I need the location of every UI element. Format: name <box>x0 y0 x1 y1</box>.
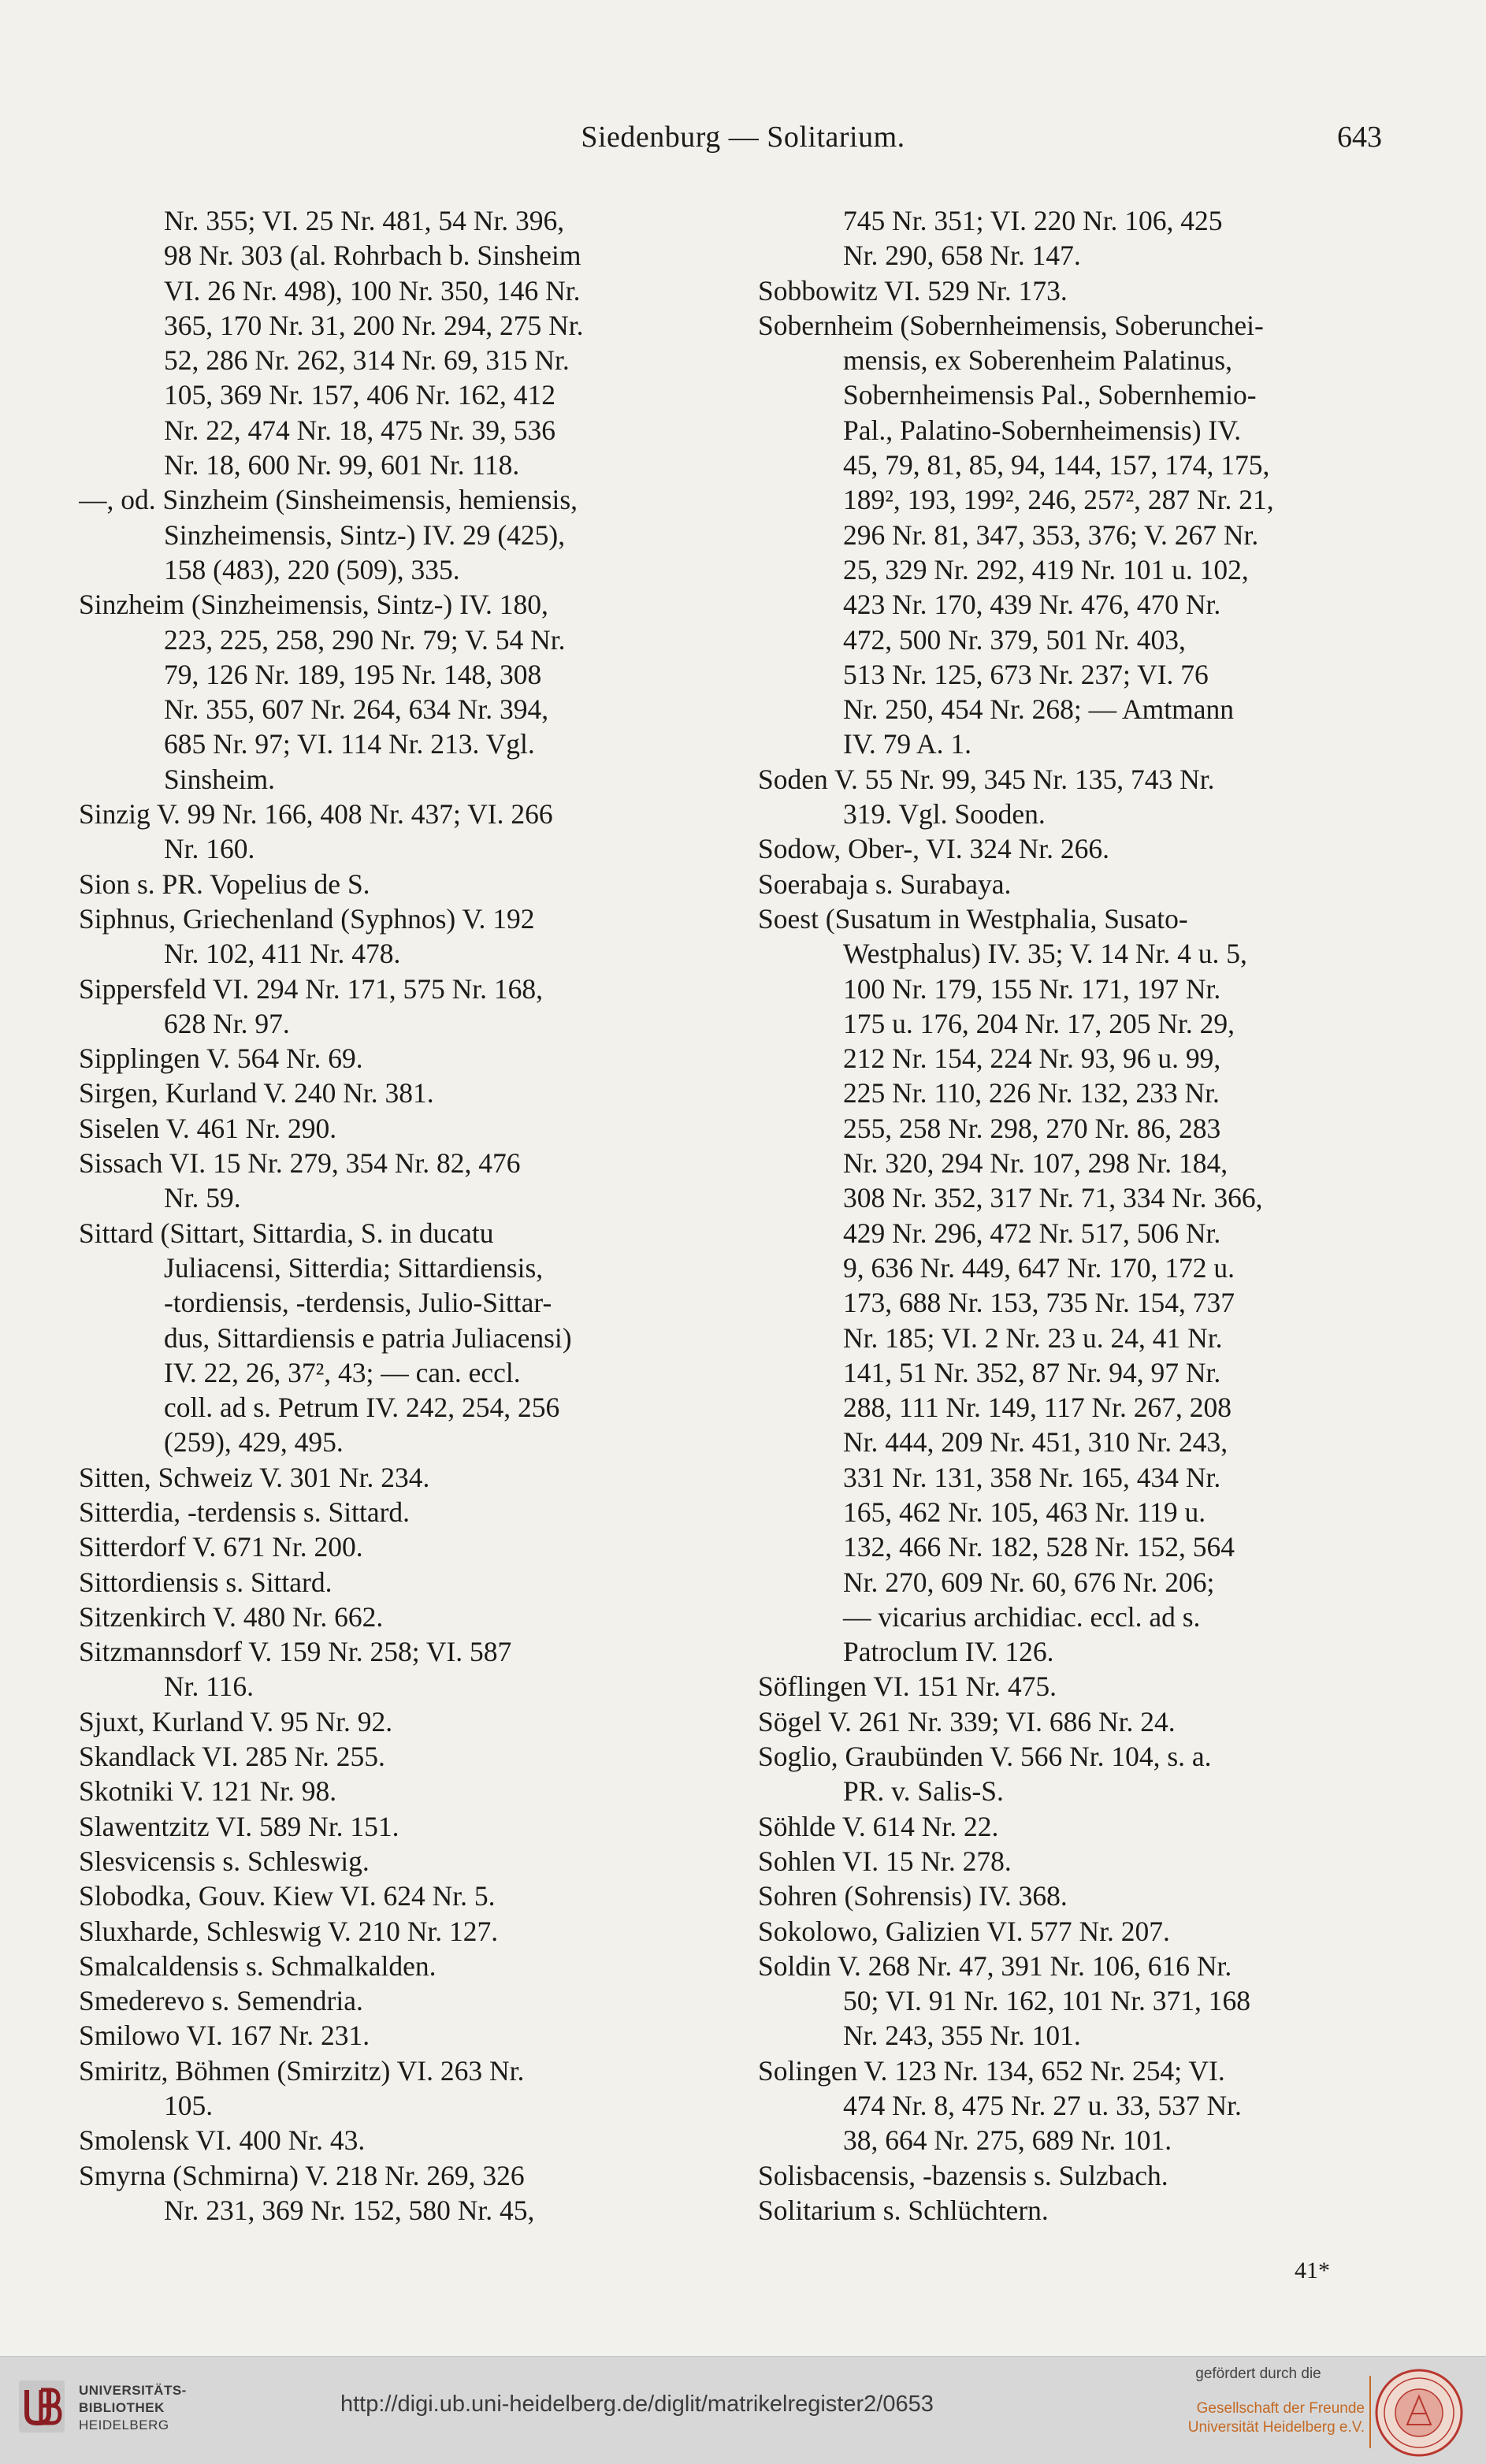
right-index-line: Sokolowo, Galizien VI. 577 Nr. 207. <box>758 1915 1170 1947</box>
right-index-line: 100 Nr. 179, 155 Nr. 171, 197 Nr. <box>843 972 1221 1005</box>
sponsor-name-line2: Universität Heidelberg e.V. <box>1187 2419 1365 2436</box>
left-index-line: Nr. 102, 411 Nr. 478. <box>164 938 401 970</box>
left-index-line: Slobodka, Gouv. Kiew VI. 624 Nr. 5. <box>79 1880 496 1912</box>
right-index-line: 9, 636 Nr. 449, 647 Nr. 170, 172 u. <box>843 1251 1235 1284</box>
left-index-line: Sluxharde, Schleswig V. 210 Nr. 127. <box>79 1915 499 1947</box>
left-index-line: 105, 369 Nr. 157, 406 Nr. 162, 412 <box>164 379 555 411</box>
right-index-line: 429 Nr. 296, 472 Nr. 517, 506 Nr. <box>843 1217 1221 1249</box>
digitization-footer <box>0 2356 1486 2464</box>
right-index-line: 255, 258 Nr. 298, 270 Nr. 86, 283 <box>843 1112 1221 1144</box>
signature-mark: 41* <box>1295 2258 1330 2284</box>
right-index-line: Sobbowitz VI. 529 Nr. 173. <box>758 274 1068 307</box>
right-index-line: Pal., Palatino-Sobernheimensis) IV. <box>843 414 1242 446</box>
left-index-line: Slesvicensis s. Schleswig. <box>79 1845 370 1877</box>
right-index-line: Nr. 185; VI. 2 Nr. 23 u. 24, 41 Nr. <box>843 1321 1223 1354</box>
left-index-line: Sirgen, Kurland V. 240 Nr. 381. <box>79 1077 434 1109</box>
left-index-line: Nr. 355, 607 Nr. 264, 634 Nr. 394, <box>164 693 549 726</box>
right-index-line: Nr. 243, 355 Nr. 101. <box>843 2020 1081 2052</box>
right-index-line: 745 Nr. 351; VI. 220 Nr. 106, 425 <box>843 205 1223 236</box>
right-index-line: 175 u. 176, 204 Nr. 17, 205 Nr. 29, <box>843 1007 1235 1039</box>
right-index-line: 165, 462 Nr. 105, 463 Nr. 119 u. <box>843 1496 1206 1528</box>
left-index-line: Siphnus, Griechenland (Syphnos) V. 192 <box>79 902 535 935</box>
left-index-line: 365, 170 Nr. 31, 200 Nr. 294, 275 Nr. <box>164 309 584 341</box>
right-index-line: 423 Nr. 170, 439 Nr. 476, 470 Nr. <box>843 589 1221 621</box>
right-index-line: Soest (Susatum in Westphalia, Susato- <box>758 902 1188 935</box>
left-index-line: 105. <box>164 2090 214 2122</box>
left-index-line: Juliacensi, Sitterdia; Sittardiensis, <box>164 1251 544 1284</box>
left-index-line: -tordiensis, -terdensis, Julio-Sittar- <box>164 1287 552 1319</box>
left-index-line: Sjuxt, Kurland V. 95 Nr. 92. <box>79 1705 393 1737</box>
right-index-line: 189², 193, 199², 246, 257², 287 Nr. 21, <box>843 484 1274 516</box>
left-index-line: Sinzheimensis, Sintz-) IV. 29 (425), <box>164 518 566 551</box>
left-index-line: 628 Nr. 97. <box>164 1007 290 1039</box>
right-index-line: Solisbacensis, -bazensis s. Sulzbach. <box>758 2159 1168 2191</box>
left-index-line: Nr. 59. <box>164 1182 241 1214</box>
left-index-line: Smolensk VI. 400 Nr. 43. <box>79 2124 366 2157</box>
left-index-line: Nr. 116. <box>164 1671 254 1703</box>
right-index-column <box>758 203 1404 2228</box>
right-index-line: Söflingen VI. 151 Nr. 475. <box>758 1671 1057 1703</box>
left-index-line: Smederevo s. Semendria. <box>79 1985 363 2017</box>
page-number: 643 <box>1337 121 1382 154</box>
left-index-line: Sion s. PR. Vopelius de S. <box>79 868 370 900</box>
left-index-line: Sissach VI. 15 Nr. 279, 354 Nr. 82, 476 <box>79 1147 521 1180</box>
left-index-line: Sinzheim (Sinzheimensis, Sintz-) IV. 180, <box>79 589 548 621</box>
right-index-line: 25, 329 Nr. 292, 419 Nr. 101 u. 102, <box>843 553 1249 585</box>
left-index-line: Smyrna (Schmirna) V. 218 Nr. 269, 326 <box>79 2159 525 2191</box>
running-head-title: Siedenburg — Solitarium. <box>581 121 905 154</box>
right-index-line: Sobernheim (Sobernheimensis, Soberunchei- <box>758 309 1264 341</box>
left-index-line: Nr. 355; VI. 25 Nr. 481, 54 Nr. 396, <box>164 205 565 236</box>
left-index-line: (259), 429, 495. <box>164 1426 344 1459</box>
left-index-line: Nr. 18, 600 Nr. 99, 601 Nr. 118. <box>164 449 520 481</box>
left-index-line: Sinzig V. 99 Nr. 166, 408 Nr. 437; VI. 266 <box>79 798 553 831</box>
right-index-line: Nr. 320, 294 Nr. 107, 298 Nr. 184, <box>843 1147 1228 1180</box>
left-index-line: VI. 26 Nr. 498), 100 Nr. 350, 146 Nr. <box>164 274 581 307</box>
left-index-line: Sinsheim. <box>164 763 276 795</box>
sponsor-label: gefördert durch die <box>1195 2366 1321 2382</box>
footer-divider <box>1369 2376 1371 2448</box>
left-index-line: Sitzenkirch V. 480 Nr. 662. <box>79 1600 384 1633</box>
left-index-line: Smalcaldensis s. Schmalkalden. <box>79 1949 437 1982</box>
right-index-line: mensis, ex Soberenheim Palatinus, <box>843 344 1232 377</box>
right-index-line: Solingen V. 123 Nr. 134, 652 Nr. 254; VI. <box>758 2054 1225 2087</box>
right-index-line: Sohlen VI. 15 Nr. 278. <box>758 1845 1012 1877</box>
right-index-line: Soden V. 55 Nr. 99, 345 Nr. 135, 743 Nr. <box>758 763 1215 795</box>
left-index-line: IV. 22, 26, 37², 43; — can. eccl. <box>164 1356 521 1388</box>
right-index-line: Soglio, Graubünden V. 566 Nr. 104, s. a. <box>758 1741 1212 1773</box>
right-index-line: Patroclum IV. 126. <box>843 1636 1054 1668</box>
left-index-line: coll. ad s. Petrum IV. 242, 254, 256 <box>164 1392 560 1424</box>
right-index-line: 45, 79, 81, 85, 94, 144, 157, 174, 175, <box>843 449 1270 481</box>
right-index-line: Soerabaja s. Surabaya. <box>758 868 1012 900</box>
left-index-column <box>79 203 725 2228</box>
right-index-line: 308 Nr. 352, 317 Nr. 71, 334 Nr. 366, <box>843 1182 1263 1214</box>
right-index-line: — vicarius archidiac. eccl. ad s. <box>843 1600 1201 1633</box>
left-index-line: 223, 225, 258, 290 Nr. 79; V. 54 Nr. <box>164 623 566 656</box>
library-logo-icon <box>17 2379 66 2434</box>
right-index-line: Sohren (Sohrensis) IV. 368. <box>758 1880 1068 1912</box>
sponsor-block <box>1152 2365 1365 2437</box>
left-index-line: 98 Nr. 303 (al. Rohrbach b. Sinsheim <box>164 240 581 272</box>
left-index-line: Slawentzitz VI. 589 Nr. 151. <box>79 1810 399 1842</box>
right-index-line: Nr. 290, 658 Nr. 147. <box>843 240 1081 272</box>
right-index-line: 50; VI. 91 Nr. 162, 101 Nr. 371, 168 <box>843 1985 1251 2017</box>
left-index-line: 52, 286 Nr. 262, 314 Nr. 69, 315 Nr. <box>164 344 570 377</box>
left-index-line: Sitten, Schweiz V. 301 Nr. 234. <box>79 1461 430 1493</box>
left-index-line: —, od. Sinzheim (Sinsheimensis, hemiensis, <box>79 484 578 516</box>
left-index-line: Sitzmannsdorf V. 159 Nr. 258; VI. 587 <box>79 1636 512 1668</box>
right-index-line: Sodow, Ober-, VI. 324 Nr. 266. <box>758 833 1109 865</box>
right-index-line: Nr. 444, 209 Nr. 451, 310 Nr. 243, <box>843 1426 1228 1459</box>
sponsor-name-line1: Gesellschaft der Freunde <box>1196 2400 1365 2417</box>
running-head <box>0 120 1486 167</box>
left-index-line: Skandlack VI. 285 Nr. 255. <box>79 1741 385 1773</box>
right-index-line: 474 Nr. 8, 475 Nr. 27 u. 33, 537 Nr. <box>843 2090 1242 2122</box>
left-index-line: Skotniki V. 121 Nr. 98. <box>79 1775 337 1808</box>
right-index-line: Sögel V. 261 Nr. 339; VI. 686 Nr. 24. <box>758 1705 1176 1737</box>
right-index-line: 288, 111 Nr. 149, 117 Nr. 267, 208 <box>843 1392 1232 1424</box>
left-index-line: 158 (483), 220 (509), 335. <box>164 553 460 585</box>
right-index-line: Nr. 250, 454 Nr. 268; — Amtmann <box>843 693 1235 726</box>
library-name: UNIVERSITÄTS- BIBLIOTHEK HEIDELBERG <box>79 2383 187 2432</box>
left-index-line: Nr. 231, 369 Nr. 152, 580 Nr. 45, <box>164 2194 535 2226</box>
right-index-line: 132, 466 Nr. 182, 528 Nr. 152, 564 <box>843 1531 1235 1563</box>
right-index-line: 319. Vgl. Sooden. <box>843 798 1046 831</box>
left-index-line: Sittordiensis s. Sittard. <box>79 1566 332 1598</box>
left-index-line: dus, Sittardiensis e patria Juliacensi) <box>164 1321 572 1354</box>
left-index-line: Sittard (Sittart, Sittardia, S. in ducatu <box>79 1217 494 1249</box>
right-index-line: 513 Nr. 125, 673 Nr. 237; VI. 76 <box>843 658 1209 690</box>
left-index-line: Nr. 160. <box>164 833 255 865</box>
right-index-line: Solitarium s. Schlüchtern. <box>758 2194 1049 2226</box>
right-index-line: 38, 664 Nr. 275, 689 Nr. 101. <box>843 2124 1172 2157</box>
right-index-line: IV. 79 A. 1. <box>843 728 972 760</box>
right-index-line: 212 Nr. 154, 224 Nr. 93, 96 u. 99, <box>843 1042 1221 1075</box>
left-index-line: 79, 126 Nr. 189, 195 Nr. 148, 308 <box>164 658 542 690</box>
right-index-line: 173, 688 Nr. 153, 735 Nr. 154, 737 <box>843 1287 1235 1319</box>
left-index-line: Nr. 22, 474 Nr. 18, 475 Nr. 39, 536 <box>164 414 555 446</box>
left-index-line: Smiritz, Böhmen (Smirzitz) VI. 263 Nr. <box>79 2054 525 2087</box>
right-index-line: Soldin V. 268 Nr. 47, 391 Nr. 106, 616 Nr. <box>758 1949 1232 1982</box>
right-index-line: 225 Nr. 110, 226 Nr. 132, 233 Nr. <box>843 1077 1220 1109</box>
right-index-line: Söhlde V. 614 Nr. 22. <box>758 1810 999 1842</box>
right-index-line: 331 Nr. 131, 358 Nr. 165, 434 Nr. <box>843 1461 1221 1493</box>
right-index-line: Nr. 270, 609 Nr. 60, 676 Nr. 206; <box>843 1566 1215 1598</box>
right-index-line: PR. v. Salis-S. <box>843 1775 1004 1808</box>
university-seal-icon <box>1373 2366 1466 2459</box>
source-url-link[interactable]: http://digi.ub.uni-heidelberg.de/diglit/matrikelregister2/0653 <box>340 2392 934 2417</box>
left-index-line: Siselen V. 461 Nr. 290. <box>79 1112 337 1144</box>
right-index-line: 296 Nr. 81, 347, 353, 376; V. 267 Nr. <box>843 518 1259 551</box>
left-index-line: Smilowo VI. 167 Nr. 231. <box>79 2020 370 2052</box>
right-index-line: 141, 51 Nr. 352, 87 Nr. 94, 97 Nr. <box>843 1356 1221 1388</box>
right-index-line: Sobernheimensis Pal., Sobernhemio- <box>843 379 1257 411</box>
right-index-line: Westphalus) IV. 35; V. 14 Nr. 4 u. 5, <box>843 938 1247 970</box>
right-index-line: 472, 500 Nr. 379, 501 Nr. 403, <box>843 623 1186 656</box>
left-index-line: Sippersfeld VI. 294 Nr. 171, 575 Nr. 168, <box>79 972 544 1005</box>
left-index-line: Sitterdia, -terdensis s. Sittard. <box>79 1496 411 1528</box>
left-index-line: 685 Nr. 97; VI. 114 Nr. 213. Vgl. <box>164 728 535 760</box>
left-index-line: Sitterdorf V. 671 Nr. 200. <box>79 1531 363 1563</box>
left-index-line: Sipplingen V. 564 Nr. 69. <box>79 1042 363 1075</box>
